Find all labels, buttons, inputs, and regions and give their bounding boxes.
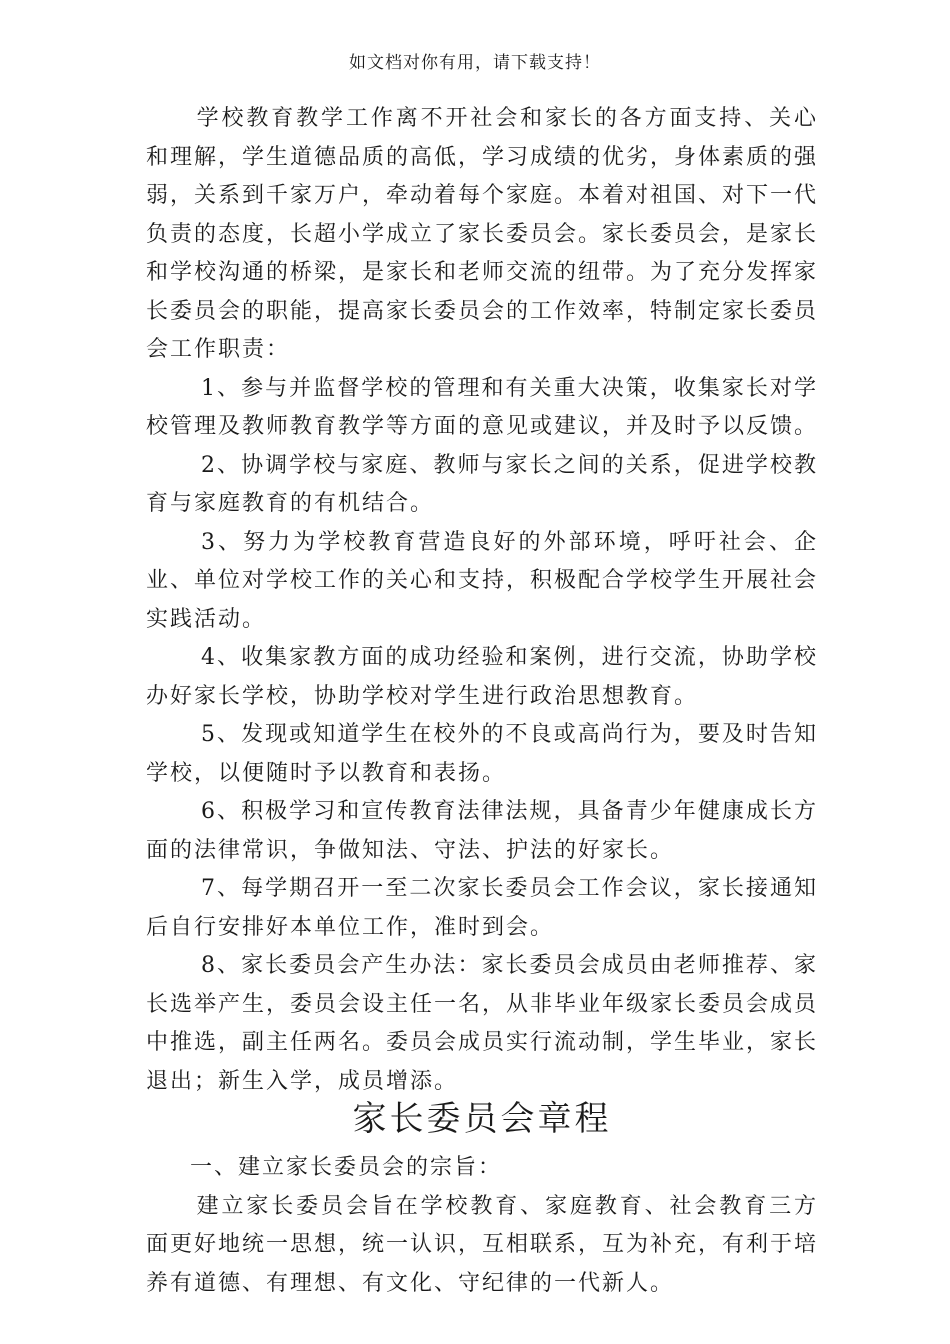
section-paragraph: 建立家长委员会旨在学校教育、家庭教育、社会教育三方面更好地统一思想，统一认识，互相联系，互为补充，有利于培养有道德、有理想、有文化、守纪律的一代新人。 [146, 1193, 819, 1296]
duty-item-8: 8、家长委员会产生办法：家长委员会成员由老师推荐、家长选举产生，委员会设主任一名，从非毕业年级家长委员会成员中推选，副主任两名。委员会成员实行流动制，学生毕业，家长退出；新生入学，成员增添。 [146, 953, 819, 1094]
duty-item-2: 2、协调学校与家庭、教师与家长之间的关系，促进学校教育与家庭教育的有机结合。 [146, 452, 818, 516]
duty-item-1: 1、参与并监督学校的管理和有关重大决策，收集家长对学校管理及教师教育教学等方面的意见或建议，并及时予以反馈。 [146, 375, 819, 439]
duty-item-4: 4、收集家教方面的成功经验和案例，进行交流，协助学校办好家长学校，协助学校对学生进行政治思想教育。 [146, 645, 818, 709]
section-heading: 一、建立家长委员会的宗旨： [190, 1155, 503, 1180]
charter-title: 家长委员会章程 [352, 1099, 612, 1139]
duty-item-6: 6、积极学习和宣传教育法律法规，具备青少年健康成长方面的法律常识，争做知法、守法、护法的好家长。 [146, 799, 818, 863]
duty-item-3: 3、努力为学校教育营造良好的外部环境，呼吁社会、企业、单位对学校工作的关心和支持，积极配合学校学生开展社会实践活动。 [146, 529, 819, 632]
document-body [146, 100, 818, 1303]
header-note: 如文档对你有用，请下载支持！ [349, 53, 601, 73]
intro-paragraph: 学校教育教学工作离不开社会和家长的各方面支持、关心和理解，学生道德品质的高低，学习成绩的优劣，身体素质的强弱，关系到千家万户，牵动着每个家庭。本着对祖国、对下一代负责的态度，长超小学成立了家长委员会。家长委员会，是家长和学校沟通的桥梁，是家长和老师交流的纽带。为了充分发挥家长委员会的职能，提高家长委员会的工作效率，特制定家长委员会工作职责： [146, 106, 819, 362]
duty-item-7: 7、每学期召开一至二次家长委员会工作会议，家长接通知后自行安排好本单位工作，准时到会。 [146, 876, 818, 940]
duty-item-5: 5、发现或知道学生在校外的不良或高尚行为，要及时告知学校，以便随时予以教育和表扬。 [146, 722, 818, 786]
